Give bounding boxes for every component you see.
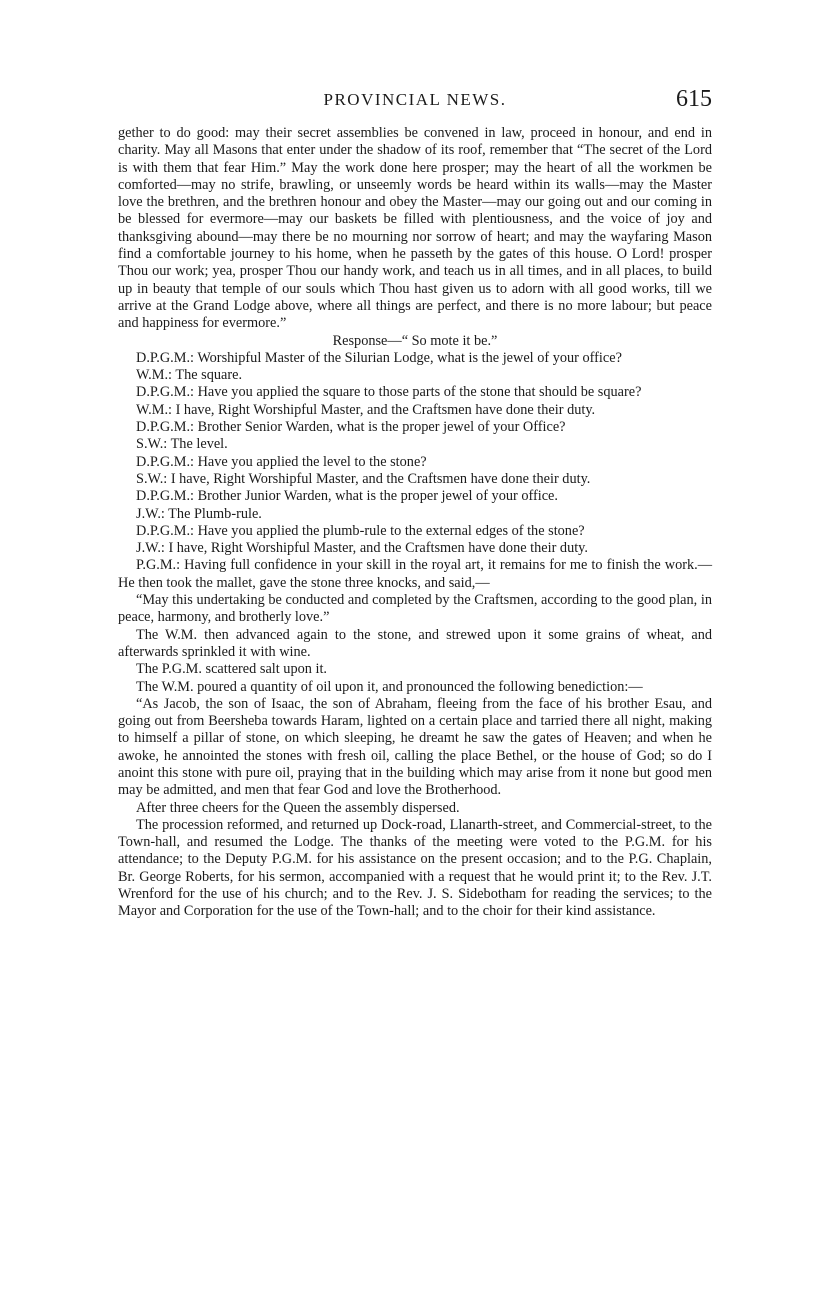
paragraph: J.W.: I have, Right Worshipful Master, and the Craftsmen have done their duty. xyxy=(136,540,588,557)
paragraph: gether to do good: may their secret assemblies be convened in law, proceed in honour, and end in charity. May all Masons that enter under the shadow of its roof, remember that “The secret of the Lord is with them that fear Him.” May the work done here prosper; may the heart of all the workmen be comforted—may no strife, brawling, or unseemly words be heard within its walls—may the Master love the brethren, and the brethren honour and obey the Master—may our going out and our coming in be blessed for evermore—may our baskets be filled with plentiousness, and the voice of joy and thanksgiving abound—may there be no mourning nor sorrow of heart; and may the wayfaring Mason find a comfortable journey to his home, when he passeth by the gates of this house. O Lord! prosper Thou our work; yea, prosper Thou our handy work, and teach us in all times, and in all places, to build up in beauty that temple of our souls which Thou hast given us to adorn with all good works, till we arrive at the Grand Lodge above, where all things are perfect, and there is no more labour; but peace and happiness for evermore.” xyxy=(118,125,712,332)
paragraph: After three cheers for the Queen the assembly dispersed. xyxy=(136,799,460,816)
paragraph: D.P.G.M.: Brother Senior Warden, what is the proper jewel of your Office? xyxy=(136,419,566,436)
paragraph: S.W.: I have, Right Worshipful Master, and the Craftsmen have done their duty. xyxy=(136,470,591,487)
paragraph: “As Jacob, the son of Isaac, the son of Abraham, fleeing from the face of his brother Esau, and going out from Beersheba towards Haram, lighted on a certain place and tarried there all night, making to himself a pillar of stone, on which sleeping, he dreamt he saw the gates of Heaven; and when he awoke, he annointed the stones with fresh oil, calling the place Bethel, or the house of God; so do I anoint this stone with pure oil, praying that in the building which may arise from it none but good men may be admitted, and men that fear God and love the Brotherhood. xyxy=(118,695,712,799)
paragraph: D.P.G.M.: Worshipful Master of the Silurian Lodge, what is the jewel of your office? xyxy=(136,349,622,366)
paragraph: D.P.G.M.: Have you applied the level to the stone? xyxy=(136,453,427,470)
article-body xyxy=(118,125,712,921)
paragraph: S.W.: The level. xyxy=(136,436,228,453)
paragraph: The P.G.M. scattered salt upon it. xyxy=(136,661,327,678)
paragraph: D.P.G.M.: Have you applied the plumb-rule to the external edges of the stone? xyxy=(136,522,585,539)
paragraph: The procession reformed, and returned up Dock-road, Llanarth-street, and Commercial-street, to the Town-hall, and resumed the Lodge. The thanks of the meeting were voted to the P.G.M. for his attendance; to the Deputy P.G.M. for his assistance on the present occasion; and to the P.G. Chaplain, Br. George Roberts, for his sermon, accompanied with a request that he would print it; to the Rev. J.T. Wrenford for the use of his church; and to the Rev. J. S. Sidebotham for reading the services; to the Mayor and Corporation for the use of the Town-hall; and to the choir for their kind assistance. xyxy=(118,816,712,920)
running-title: PROVINCIAL NEWS. xyxy=(323,90,507,109)
paragraph: J.W.: The Plumb-rule. xyxy=(136,505,262,522)
paragraph: D.P.G.M.: Brother Junior Warden, what is the proper jewel of your office. xyxy=(136,488,558,505)
paragraph: The W.M. then advanced again to the stone, and strewed upon it some grains of wheat, and afterwards sprinkled it with wine. xyxy=(118,626,712,660)
paragraph: P.G.M.: Having full confidence in your skill in the royal art, it remains for me to finish the work.—He then took the mallet, gave the stone three knocks, and said,— xyxy=(118,557,712,591)
paragraph: W.M.: I have, Right Worshipful Master, and the Craftsmen have done their duty. xyxy=(136,401,596,418)
running-head xyxy=(118,86,712,116)
response-line: Response—“ So mote it be.” xyxy=(332,332,498,349)
paragraph: D.P.G.M.: Have you applied the square to those parts of the stone that should be square? xyxy=(136,384,642,401)
paragraph: “May this undertaking be conducted and completed by the Craftsmen, according to the good plan, in peace, harmony, and brotherly love.” xyxy=(118,592,712,626)
paragraph: W.M.: The square. xyxy=(136,367,243,384)
paragraph: The W.M. poured a quantity of oil upon it, and pronounced the following benediction:— xyxy=(136,678,643,695)
page-number: 615 xyxy=(676,86,712,112)
